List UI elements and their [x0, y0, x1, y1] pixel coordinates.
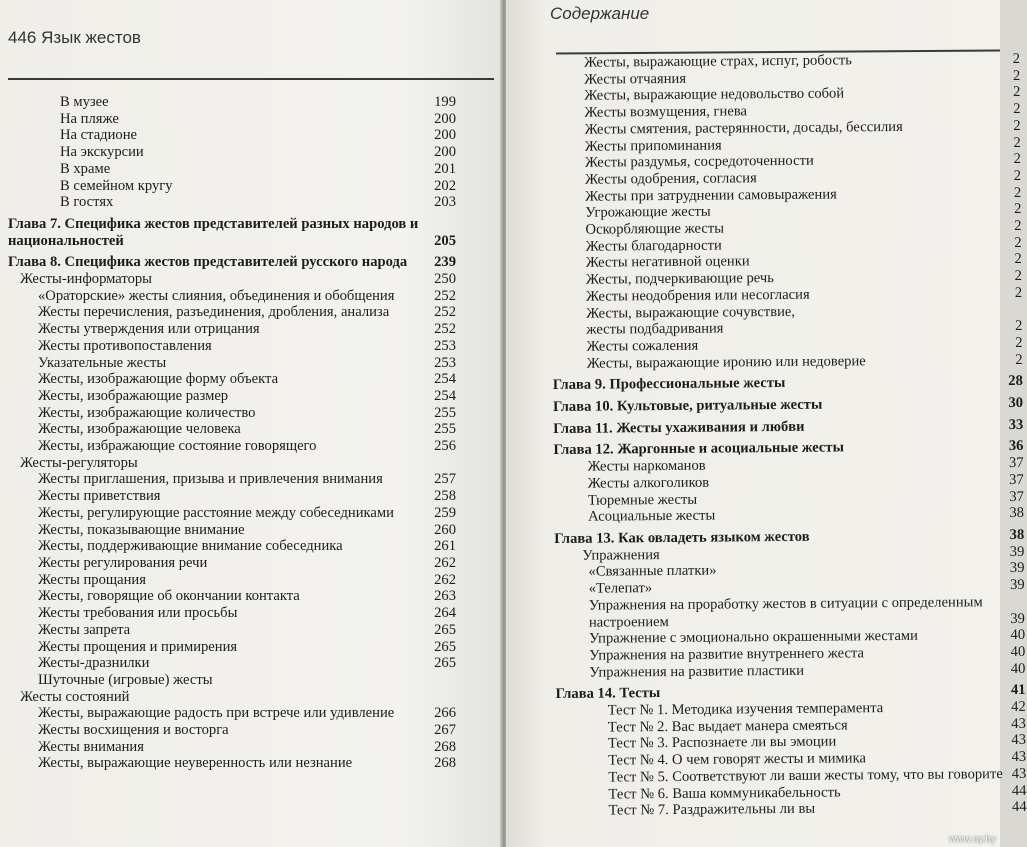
toc-entry-title: Жесты, говорящие об окончании контакта [38, 588, 300, 605]
toc-entry-title: Глава 14. Тесты [555, 685, 661, 703]
toc-entry [8, 639, 456, 656]
toc-page-number: 42 [1011, 698, 1026, 716]
toc-entry [8, 288, 456, 305]
toc-page-number: 37 [1009, 488, 1024, 505]
toc-entry-title: Жесты регулирования речи [38, 554, 208, 571]
toc-entry-title: Жесты, выражающие неуверенность или незнание [38, 755, 353, 772]
toc-page-number: 258 [434, 488, 456, 505]
toc-entry-title: Жесты, поддерживающие внимание собеседника [38, 538, 343, 555]
toc-entry [8, 438, 456, 455]
toc-entry [555, 660, 1025, 681]
toc-page-number: 2 [1015, 351, 1023, 368]
toc-entry-title: Жесты, изображающие количество [38, 404, 256, 421]
toc-page-number: 250 [434, 271, 456, 288]
toc-entry-title: Указательные жесты [38, 354, 167, 371]
toc-entry-title: В музее [60, 94, 109, 110]
toc-entry [8, 572, 456, 589]
toc-entry-title: Жесты, изображающие размер [38, 387, 229, 404]
toc-entry-title: Жесты смятения, растерянности, досады, бессилия [584, 118, 903, 138]
toc-entry-title: В гостях [60, 194, 114, 211]
toc-entry-title: Жесты внимания [38, 738, 144, 755]
watermark: www.ay.by [948, 834, 996, 845]
toc-entry-title: «Телепат» [588, 580, 653, 597]
toc-page-number: 2 [1013, 184, 1022, 201]
toc-entry-title: Тест № 4. О чем говорят жесты и мимика [608, 750, 866, 769]
toc-page-number: 266 [434, 705, 456, 722]
toc-page-number: 37 [1009, 471, 1024, 488]
toc-entry [8, 555, 456, 572]
toc-entry [555, 594, 1025, 632]
toc-entry-title: Жесты, выражающие сочувствие, [586, 303, 796, 322]
toc-entry [8, 271, 456, 288]
toc-list-right [550, 51, 1027, 820]
toc-entry [8, 405, 456, 422]
toc-page-number: 39 [1009, 560, 1025, 577]
toc-entry [8, 178, 456, 195]
toc-entry [8, 304, 456, 321]
toc-page-number: 268 [434, 738, 456, 755]
toc-page-number: 37 [1008, 455, 1024, 472]
toc-entry-title: Тюремные жесты [587, 491, 698, 509]
toc-entry-title: Глава 9. Профессиональные жесты [552, 375, 786, 394]
toc-entry [8, 488, 456, 505]
toc-entry-title: «Ораторские» жесты слияния, объединения и обобщения [38, 287, 395, 304]
toc-page-number: 265 [434, 621, 456, 638]
toc-entry [8, 194, 456, 211]
toc-entry [8, 722, 456, 739]
toc-page-number: 262 [434, 571, 456, 588]
toc-entry-title: В храме [60, 160, 111, 177]
toc-entry-title: Тест № 5. Соответствуют ли ваши жесты тому, что вы говорите [608, 765, 1003, 786]
toc-entry-title: Шуточные (игровые) жесты [38, 671, 213, 688]
toc-entry-title: Жесты состояний [20, 688, 130, 705]
toc-page-number: 202 [434, 177, 456, 194]
toc-page-number: 267 [434, 722, 456, 739]
toc-page-number: 43 [1011, 748, 1027, 766]
toc-page-number: 2 [1013, 151, 1021, 168]
toc-page-number: 239 [434, 254, 456, 271]
toc-entry [8, 371, 456, 388]
toc-page-number: 43 [1011, 732, 1027, 749]
toc-entry-title: Жесты запрета [38, 621, 131, 638]
toc-entry [557, 799, 1027, 820]
toc-entry-title: Жесты прощения и примирения [38, 638, 238, 655]
toc-page-number: 40 [1010, 627, 1026, 644]
toc-entry-title: Жесты благодарности [585, 237, 722, 255]
toc-page-number: 44 [1011, 782, 1027, 799]
toc-entry [8, 605, 456, 622]
toc-entry-title: Жесты-регуляторы [20, 454, 138, 471]
toc-page-number: 252 [434, 304, 456, 321]
toc-entry-title: Жесты, регулирующие расстояние между собеседниками [38, 504, 394, 521]
toc-page-number: 2 [1014, 217, 1022, 234]
toc-page-number: 261 [434, 538, 456, 555]
toc-page-number: 2 [1014, 284, 1023, 301]
toc-entry-title: В семейном кругу [60, 177, 173, 194]
toc-page-number: 40 [1010, 643, 1026, 660]
toc-entry-title: Жесты-дразнилки [38, 655, 150, 672]
toc-page-number: 205 [434, 232, 456, 249]
toc-entry-title: На стадионе [60, 127, 137, 144]
toc-entry [8, 755, 456, 772]
toc-page-number: 39 [1009, 543, 1025, 560]
toc-entry [8, 705, 456, 722]
toc-entry-title: жесты подбадривания [586, 320, 724, 338]
toc-page-number: 200 [434, 144, 456, 161]
toc-entry-title: Жесты, выражающие иронию или недоверие [586, 352, 866, 372]
toc-page-number: 257 [434, 471, 456, 488]
toc-entry-title: Глава 12. Жаргонные и асоциальные жесты [553, 439, 845, 459]
toc-page-number: 2 [1012, 67, 1021, 84]
toc-page-number: 201 [434, 160, 456, 177]
toc-entry-title: Жесты требования или просьбы [38, 605, 238, 622]
toc-page-number: 2 [1013, 117, 1021, 134]
toc-page-number: 252 [434, 321, 456, 338]
toc-page-number: 2 [1013, 167, 1022, 184]
toc-entry-title: Тест № 2. Вас выдает манера смеяться [607, 717, 848, 736]
toc-page-number: 256 [434, 438, 456, 455]
toc-entry-title: Упражнения на развитие пластики [589, 662, 805, 681]
toc-page-number: 268 [434, 755, 456, 772]
toc-page-number: 2 [1013, 201, 1022, 218]
toc-entry [8, 321, 456, 338]
toc-page-number: 2 [1012, 50, 1021, 67]
toc-entry-title: Жесты негативной оценки [585, 253, 750, 272]
right-page [506, 0, 1027, 847]
toc-entry [8, 622, 456, 639]
toc-entry [8, 111, 456, 128]
toc-entry-title: Упражнения на развитие внутреннего жеста [589, 645, 865, 664]
toc-entry-title: Жесты утверждения или отрицания [38, 321, 260, 338]
toc-page-number: 2 [1014, 268, 1023, 285]
toc-entry-title: Жесты, выражающие радость при встрече или удивление [38, 705, 395, 722]
toc-entry [8, 588, 456, 605]
toc-entry-title: Жесты неодобрения или несогласия [586, 286, 810, 305]
toc-page-number: 203 [434, 194, 456, 211]
toc-entry-title: Жесты, выражающие недовольство собой [584, 85, 845, 105]
toc-page-number: 41 [1010, 682, 1026, 699]
toc-page-number: 264 [434, 605, 456, 622]
toc-page-number: 254 [434, 387, 456, 404]
toc-entry [8, 672, 456, 689]
toc-entry-title: Тест № 1. Методика изучения темперамента [607, 700, 884, 719]
toc-entry [8, 388, 456, 405]
toc-entry [553, 417, 1023, 438]
toc-entry-title: Жесты прощания [38, 571, 146, 588]
running-head-left: 446 Язык жестов [8, 28, 141, 47]
toc-page-number: 2 [1015, 318, 1023, 335]
toc-entry-title: Тест № 3. Распознаете ли вы эмоции [607, 733, 837, 752]
toc-page-number: 2 [1012, 84, 1021, 101]
toc-page-number: 2 [1015, 334, 1023, 351]
toc-entry-title: Жесты, показывающие внимание [38, 521, 245, 538]
toc-entry [8, 655, 456, 672]
toc-page-number: 36 [1008, 438, 1024, 455]
toc-entry-title: Жесты раздумья, сосредоточенности [584, 152, 814, 171]
toc-entry-title: Жесты возмущения, гнева [584, 103, 748, 121]
toc-list-left [8, 94, 456, 772]
toc-page-number: 44 [1011, 799, 1027, 816]
toc-page-number: 199 [434, 94, 456, 110]
toc-entry [8, 127, 456, 144]
toc-entry [8, 421, 456, 438]
toc-entry-title: Упражнения на проработку жестов в ситуации с определенным настроением [588, 594, 983, 631]
toc-entry [8, 689, 456, 706]
toc-entry-title: Жесты приглашения, призыва и привлечения внимания [38, 471, 383, 488]
toc-page-number: 33 [1008, 416, 1024, 433]
toc-page-number: 254 [434, 371, 456, 388]
header-rule-left [8, 78, 494, 80]
toc-entry-title: Оскорбляющие жесты [585, 220, 725, 238]
toc-entry-title: Жесты, изображающие форму объекта [38, 371, 279, 388]
toc-page-number: 253 [434, 354, 456, 371]
toc-entry-title: «Связанные платки» [588, 562, 717, 581]
toc-entry [8, 739, 456, 756]
toc-entry [8, 94, 456, 111]
toc-page-number: 39 [1010, 610, 1026, 627]
toc-entry-title: Жесты при затруднении самовыражения [585, 186, 837, 205]
toc-page-number: 263 [434, 588, 456, 605]
toc-entry-title: Жесты приветствия [38, 488, 161, 505]
toc-entry-title: Упражнение с эмоционально окрашенными жестами [589, 628, 919, 647]
toc-entry-title: Тест № 6. Ваша коммуникабельность [608, 784, 841, 803]
toc-entry [8, 522, 456, 539]
toc-page-number: 2 [1013, 101, 1021, 118]
toc-entry [8, 455, 456, 472]
toc-page-number: 30 [1008, 394, 1024, 412]
toc-entry-title: Жесты алкоголиков [587, 474, 710, 492]
toc-page-number: 255 [434, 404, 456, 421]
toc-entry [553, 395, 1023, 416]
toc-page-number: 260 [434, 521, 456, 538]
toc-entry [553, 352, 1023, 373]
toc-entry-title: Жесты, подчеркивающие речь [585, 270, 774, 288]
toc-entry-title: Глава 11. Жесты ухаживания и любви [553, 418, 805, 437]
toc-page-number: 200 [434, 110, 456, 127]
toc-page-number: 265 [434, 655, 456, 672]
toc-page-number: 200 [434, 127, 456, 144]
toc-entry-title: Упражнения [582, 546, 660, 564]
toc-entry-title: Жесты, изображающие человека [38, 421, 241, 438]
toc-entry-title: На экскурсии [60, 144, 144, 161]
toc-page-number: 43 [1011, 765, 1027, 782]
toc-entry [8, 505, 456, 522]
toc-entry-title: Глава 7. Специфика жестов представителей разных народов и национальностей [8, 215, 419, 249]
toc-entry [8, 161, 456, 178]
toc-entry-title: Тест № 7. Раздражительны ли вы [608, 800, 816, 819]
toc-entry-title: Асоциальные жесты [587, 507, 716, 525]
toc-entry-title: Жесты припоминания [584, 137, 722, 155]
toc-page-number: 262 [434, 554, 456, 571]
left-page [0, 0, 502, 847]
toc-entry [8, 254, 456, 271]
toc-entry-title: На пляже [60, 110, 119, 127]
toc-entry-title: Глава 8. Специфика жестов представителей русского народа [8, 254, 408, 271]
toc-page-number: 38 [1009, 526, 1025, 543]
toc-entry [554, 505, 1024, 526]
toc-page-number: 2 [1013, 134, 1021, 151]
toc-entry-title: Жесты перечисления, разъединения, дробления, анализа [38, 304, 390, 321]
toc-entry-title: Жесты одобрения, согласия [585, 170, 757, 188]
toc-page-number: 259 [434, 504, 456, 521]
toc-page-number: 253 [434, 337, 456, 354]
toc-page-number: 28 [1008, 373, 1023, 390]
toc-entry-title: Глава 10. Культовые, ритуальные жесты [553, 396, 823, 416]
toc-entry-title: Жесты наркоманов [587, 457, 706, 475]
toc-entry [8, 338, 456, 355]
toc-page-number: 255 [434, 421, 456, 438]
toc-page-number: 39 [1009, 576, 1025, 594]
toc-page-number: 265 [434, 638, 456, 655]
toc-entry [8, 538, 456, 555]
toc-entry-title: Жесты-информаторы [20, 271, 152, 288]
toc-entry [8, 471, 456, 488]
toc-entry-title: Жесты восхищения и восторга [38, 722, 229, 739]
toc-entry-title: Жесты, избражающие состояние говорящего [38, 438, 317, 455]
toc-page-number: 252 [434, 287, 456, 304]
toc-page-number: 43 [1011, 715, 1026, 732]
toc-page-number: 40 [1010, 660, 1026, 677]
toc-entry [8, 216, 456, 249]
toc-entry [8, 144, 456, 161]
toc-entry-title: Жесты сожаления [586, 337, 699, 355]
toc-page-number: 2 [1014, 251, 1022, 268]
toc-page-number: 38 [1009, 505, 1025, 522]
toc-entry-title: Жесты отчаяния [584, 70, 687, 88]
toc-entry [8, 355, 456, 372]
toc-entry-title: Глава 13. Как овладеть языком жестов [554, 528, 810, 547]
toc-entry-title: Жесты противопоставления [38, 337, 212, 354]
toc-entry-title: Угрожающие жесты [585, 203, 711, 222]
toc-entry [553, 373, 1023, 394]
running-head-right: Содержание [550, 4, 650, 23]
toc-entry-title: Жесты, выражающие страх, испуг, робость [583, 52, 853, 71]
toc-page-number: 2 [1014, 234, 1022, 251]
